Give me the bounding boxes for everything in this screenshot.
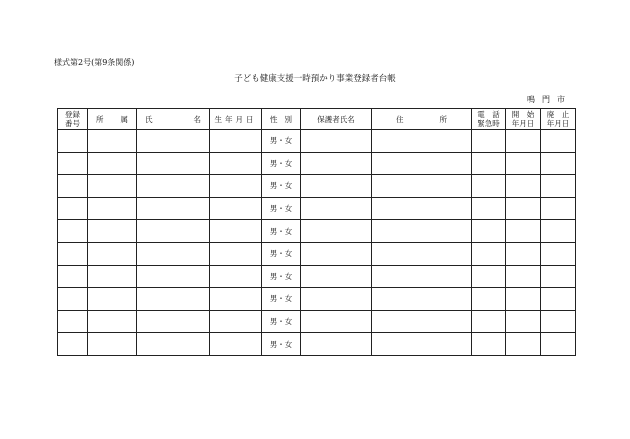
entry-cell[interactable] <box>506 175 541 198</box>
entry-cell[interactable] <box>58 288 88 311</box>
entry-cell[interactable] <box>88 130 137 153</box>
registration-ledger-table <box>57 108 576 356</box>
table-row <box>58 152 576 175</box>
entry-cell[interactable] <box>472 242 506 265</box>
entry-cell[interactable] <box>210 220 262 243</box>
header-start-date: 開 始 年月日 <box>506 109 541 130</box>
entry-cell[interactable] <box>301 152 372 175</box>
entry-cell[interactable] <box>58 197 88 220</box>
entry-cell[interactable] <box>541 310 576 333</box>
entry-cell[interactable] <box>301 220 372 243</box>
entry-cell[interactable] <box>88 197 137 220</box>
table-row <box>58 242 576 265</box>
entry-cell[interactable] <box>472 175 506 198</box>
entry-cell[interactable] <box>472 220 506 243</box>
entry-cell[interactable] <box>506 197 541 220</box>
entry-cell[interactable] <box>210 288 262 311</box>
entry-cell[interactable] <box>137 242 210 265</box>
entry-cell[interactable] <box>210 310 262 333</box>
entry-cell[interactable] <box>541 197 576 220</box>
entry-cell[interactable] <box>58 175 88 198</box>
entry-cell[interactable] <box>506 288 541 311</box>
entry-cell[interactable] <box>541 288 576 311</box>
entry-cell[interactable] <box>472 265 506 288</box>
entry-cell[interactable] <box>301 265 372 288</box>
entry-cell[interactable] <box>301 242 372 265</box>
entry-cell[interactable] <box>372 152 472 175</box>
header-row <box>58 109 576 130</box>
entry-cell[interactable] <box>88 288 137 311</box>
entry-cell[interactable] <box>506 333 541 356</box>
entry-cell[interactable] <box>210 152 262 175</box>
header-address: 住 所 <box>372 109 472 130</box>
table-row <box>58 197 576 220</box>
table-row <box>58 220 576 243</box>
entry-cell[interactable] <box>137 152 210 175</box>
ledger-body <box>58 130 576 356</box>
document-title: 子ども健康支援一時預かり事業登録者台帳 <box>234 74 396 84</box>
entry-cell[interactable] <box>372 197 472 220</box>
table-row <box>58 175 576 198</box>
entry-cell[interactable] <box>137 288 210 311</box>
table-row <box>58 333 576 356</box>
table-row <box>58 310 576 333</box>
sex-cell[interactable]: 男・女 <box>262 333 301 356</box>
entry-cell[interactable] <box>541 242 576 265</box>
entry-cell[interactable] <box>88 220 137 243</box>
entry-cell[interactable] <box>88 310 137 333</box>
entry-cell[interactable] <box>210 242 262 265</box>
entry-cell[interactable] <box>541 175 576 198</box>
entry-cell[interactable] <box>88 333 137 356</box>
sex-cell[interactable]: 男・女 <box>262 288 301 311</box>
entry-cell[interactable] <box>541 130 576 153</box>
entry-cell[interactable] <box>301 197 372 220</box>
sex-cell[interactable]: 男・女 <box>262 310 301 333</box>
entry-cell[interactable] <box>58 333 88 356</box>
entry-cell[interactable] <box>301 333 372 356</box>
entry-cell[interactable] <box>372 220 472 243</box>
entry-cell[interactable] <box>301 288 372 311</box>
entry-cell[interactable] <box>88 265 137 288</box>
entry-cell[interactable] <box>372 333 472 356</box>
entry-cell[interactable] <box>137 220 210 243</box>
entry-cell[interactable] <box>137 265 210 288</box>
header-guardian-name: 保護者氏名 <box>301 109 372 130</box>
entry-cell[interactable] <box>210 197 262 220</box>
entry-cell[interactable] <box>506 130 541 153</box>
sex-cell[interactable]: 男・女 <box>262 175 301 198</box>
header-registration-number: 登録 番号 <box>58 109 88 130</box>
sex-cell[interactable]: 男・女 <box>262 220 301 243</box>
header-birth-date: 生年月日 <box>210 109 262 130</box>
entry-cell[interactable] <box>506 265 541 288</box>
entry-cell[interactable] <box>58 152 88 175</box>
entry-cell[interactable] <box>88 242 137 265</box>
table-row <box>58 288 576 311</box>
entry-cell[interactable] <box>210 175 262 198</box>
city-name: 鳴門市 <box>527 95 572 104</box>
sex-cell[interactable]: 男・女 <box>262 197 301 220</box>
sex-cell[interactable]: 男・女 <box>262 265 301 288</box>
entry-cell[interactable] <box>506 152 541 175</box>
entry-cell[interactable] <box>472 197 506 220</box>
sex-cell[interactable]: 男・女 <box>262 130 301 153</box>
header-end-date: 廃 止 年月日 <box>541 109 576 130</box>
entry-cell[interactable] <box>137 175 210 198</box>
entry-cell[interactable] <box>137 130 210 153</box>
entry-cell[interactable] <box>58 220 88 243</box>
entry-cell[interactable] <box>541 333 576 356</box>
entry-cell[interactable] <box>372 242 472 265</box>
entry-cell[interactable] <box>88 175 137 198</box>
entry-cell[interactable] <box>210 130 262 153</box>
entry-cell[interactable] <box>58 130 88 153</box>
entry-cell[interactable] <box>541 152 576 175</box>
entry-cell[interactable] <box>472 333 506 356</box>
entry-cell[interactable] <box>137 333 210 356</box>
entry-cell[interactable] <box>372 175 472 198</box>
entry-cell[interactable] <box>372 288 472 311</box>
entry-cell[interactable] <box>472 152 506 175</box>
entry-cell[interactable] <box>541 265 576 288</box>
entry-cell[interactable] <box>137 197 210 220</box>
entry-cell[interactable] <box>58 265 88 288</box>
entry-cell[interactable] <box>506 310 541 333</box>
form-number: 様式第2号(第9条関係) <box>54 58 135 67</box>
entry-cell[interactable] <box>210 333 262 356</box>
header-name: 氏 名 <box>137 109 210 130</box>
entry-cell[interactable] <box>301 175 372 198</box>
sex-cell[interactable]: 男・女 <box>262 152 301 175</box>
entry-cell[interactable] <box>472 130 506 153</box>
header-affiliation: 所 属 <box>88 109 137 130</box>
entry-cell[interactable] <box>58 310 88 333</box>
entry-cell[interactable] <box>372 130 472 153</box>
entry-cell[interactable] <box>472 310 506 333</box>
table-row <box>58 130 576 153</box>
table-row <box>58 265 576 288</box>
entry-cell[interactable] <box>88 152 137 175</box>
entry-cell[interactable] <box>301 310 372 333</box>
entry-cell[interactable] <box>472 288 506 311</box>
header-emergency-phone: 電 話 緊急時 <box>472 109 506 130</box>
entry-cell[interactable] <box>506 242 541 265</box>
entry-cell[interactable] <box>210 265 262 288</box>
entry-cell[interactable] <box>137 310 210 333</box>
entry-cell[interactable] <box>372 310 472 333</box>
sex-cell[interactable]: 男・女 <box>262 242 301 265</box>
entry-cell[interactable] <box>58 242 88 265</box>
entry-cell[interactable] <box>506 220 541 243</box>
entry-cell[interactable] <box>301 130 372 153</box>
entry-cell[interactable] <box>541 220 576 243</box>
header-sex: 性 別 <box>262 109 301 130</box>
entry-cell[interactable] <box>372 265 472 288</box>
